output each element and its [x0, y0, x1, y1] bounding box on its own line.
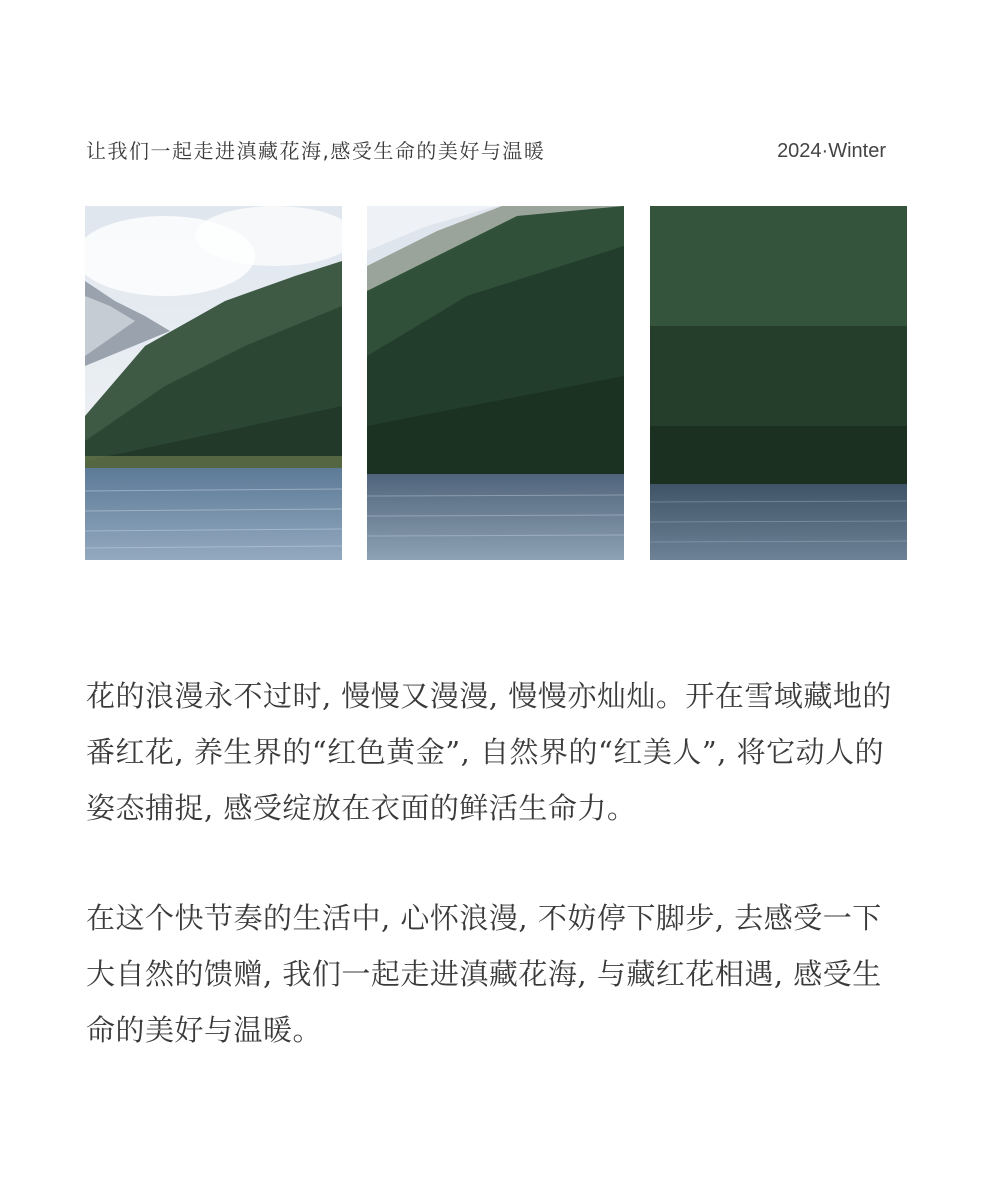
header [86, 136, 886, 166]
season-label: 2024·Winter [777, 140, 886, 162]
page-subtitle: 让我们一起走进滇藏花海,感受生命的美好与温暖 [86, 139, 546, 163]
forest-lake-photo-left [85, 206, 342, 560]
forest-lake-photo-middle [367, 206, 624, 560]
paragraph-intro: 花的浪漫永不过时, 慢慢又漫漫, 慢慢亦灿灿。开在雪域藏地的番红花, 养生界的“红色黄金”, 自然界的“红美人”, 将它动人的姿态捕捉, 感受绽放在衣面的鲜活生命力。 [86, 679, 892, 825]
paragraph-invitation: 在这个快节奏的生活中, 心怀浪漫, 不妨停下脚步, 去感受一下大自然的馈赠, 我们一起走进滇藏花海, 与藏红花相遇, 感受生命的美好与温暖。 [86, 901, 882, 1047]
forest-lake-photo-right [650, 206, 907, 560]
photo-triptych [85, 206, 907, 560]
